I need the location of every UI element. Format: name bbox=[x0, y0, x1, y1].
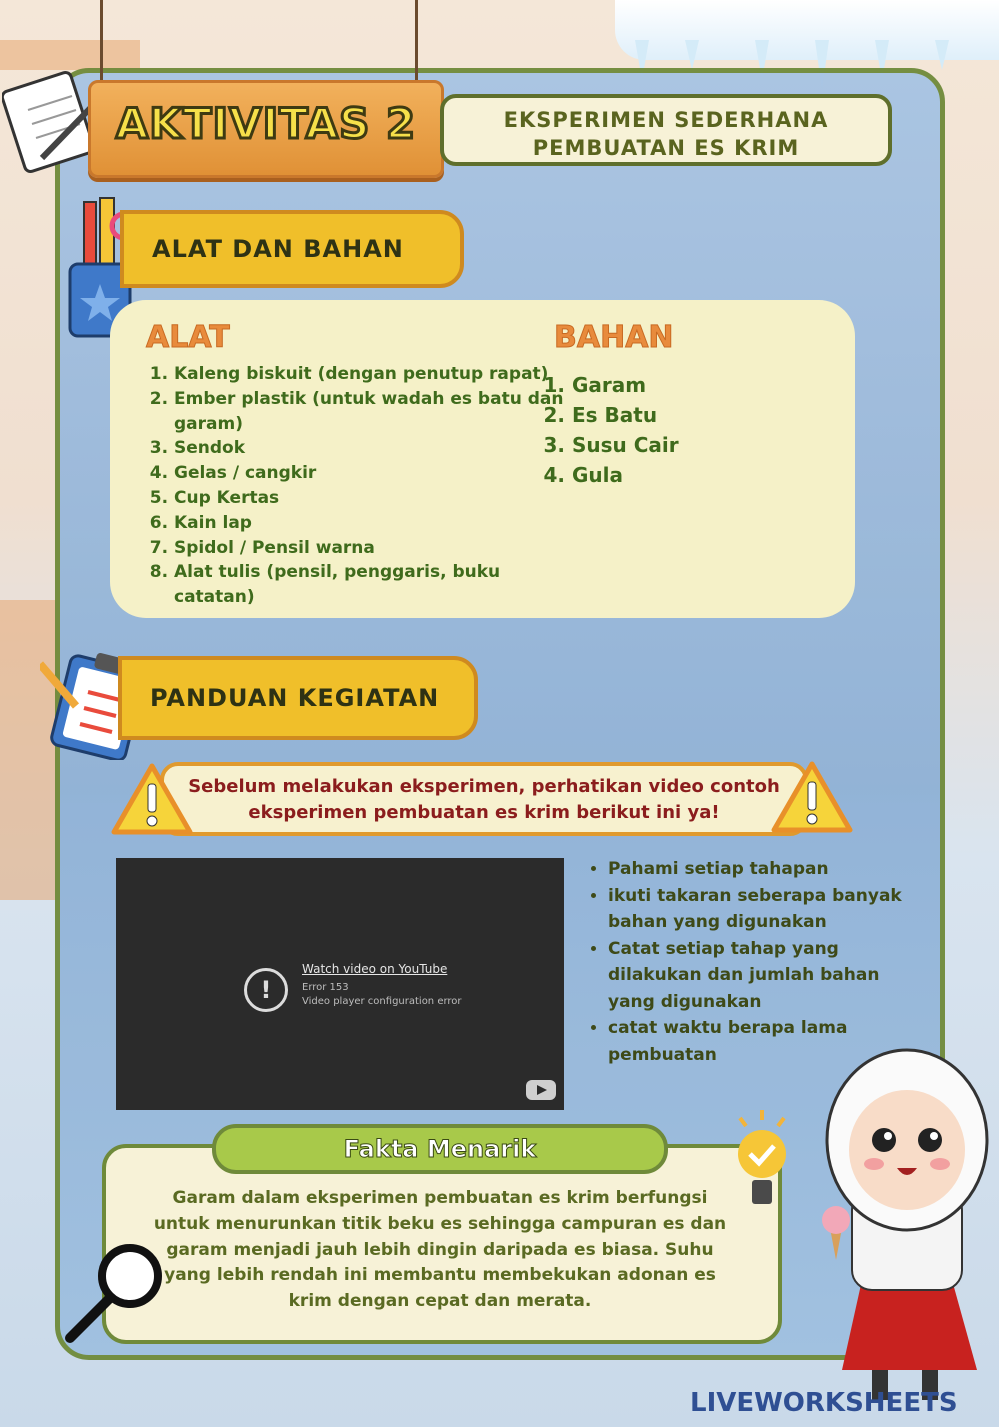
list-item: 1. Kaleng biskuit (dengan penutup rapat) bbox=[174, 362, 564, 387]
error-code: Error 153 bbox=[302, 982, 349, 993]
list-item: 6. Kain lap bbox=[174, 511, 564, 536]
magnifier-icon bbox=[62, 1238, 172, 1344]
subtitle-line-2: PEMBUATAN ES KRIM bbox=[532, 136, 800, 160]
list-item: • Catat setiap tahap yang dilakukan dan jumlah bahan yang digunakan bbox=[608, 936, 928, 1016]
rope-left bbox=[100, 0, 103, 82]
guide-label: PANDUAN KEGIATAN bbox=[150, 684, 440, 712]
list-item: • catat waktu berapa lama pembuatan bbox=[608, 1015, 928, 1068]
warning-icon-left bbox=[110, 762, 194, 836]
list-item: 8. Alat tulis (pensil, penggaris, buku catatan) bbox=[174, 560, 564, 610]
ingredients-heading: BAHAN bbox=[554, 320, 674, 355]
liveworksheets-logo[interactable]: LIVEWORKSHEETS bbox=[690, 1388, 958, 1418]
list-item: 5. Cup Kertas bbox=[174, 486, 564, 511]
list-item: 4. Gula bbox=[572, 460, 679, 490]
girl-character-illustration bbox=[812, 1040, 999, 1410]
watch-on-youtube-link[interactable]: Watch video on YouTube bbox=[302, 962, 448, 976]
tools-heading: ALAT bbox=[146, 320, 230, 355]
youtube-icon[interactable] bbox=[526, 1080, 556, 1100]
warning-line-1: Sebelum melakukan eksperimen, perhatikan video contoh bbox=[188, 776, 780, 797]
list-item: 3. Sendok bbox=[174, 436, 564, 461]
list-item: 2. Ember plastik (untuk wadah es batu dan garam) bbox=[174, 387, 564, 437]
error-message: Video player configuration error bbox=[302, 996, 462, 1007]
error-icon: ! bbox=[244, 968, 288, 1012]
subtitle-line-1: EKSPERIMEN SEDERHANA bbox=[503, 108, 829, 132]
list-item: • Pahami setiap tahapan bbox=[608, 856, 928, 883]
lightbulb-icon bbox=[730, 1108, 794, 1212]
warning-line-2: eksperimen pembuatan es krim berikut ini ya! bbox=[248, 802, 720, 823]
list-item: 2. Es Batu bbox=[572, 400, 679, 430]
list-item: • ikuti takaran seberapa banyak bahan yang digunakan bbox=[608, 883, 928, 936]
list-item: 1. Garam bbox=[572, 370, 679, 400]
title-plank bbox=[88, 80, 444, 178]
tools-list bbox=[146, 362, 564, 610]
fact-title: Fakta Menarik bbox=[212, 1124, 668, 1174]
subtitle-box bbox=[440, 94, 892, 166]
list-item: 7. Spidol / Pensil warna bbox=[174, 536, 564, 561]
materials-label-bar bbox=[120, 210, 464, 288]
video-player[interactable] bbox=[116, 858, 564, 1110]
guide-label-bar bbox=[118, 656, 478, 740]
icicle-decoration bbox=[615, 0, 999, 60]
warning-bar bbox=[160, 762, 808, 836]
page-title: AKTIVITAS 2 bbox=[115, 99, 417, 148]
fact-text: Garam dalam eksperimen pembuatan es krim berfungsi untuk menurunkan titik beku es sehingga campuran es dan garam menjadi jauh lebih dingin daripada es biasa. Suhu yang lebih rendah ini membantu membekukan adonan es krim dengan cepat dan merata. bbox=[153, 1188, 727, 1312]
warning-icon-right bbox=[770, 760, 854, 834]
tips-list bbox=[586, 856, 928, 1068]
rope-right bbox=[415, 0, 418, 82]
list-item: 4. Gelas / cangkir bbox=[174, 461, 564, 486]
list-item: 3. Susu Cair bbox=[572, 430, 679, 460]
ingredients-list bbox=[552, 370, 679, 490]
materials-label: ALAT DAN BAHAN bbox=[152, 235, 404, 263]
